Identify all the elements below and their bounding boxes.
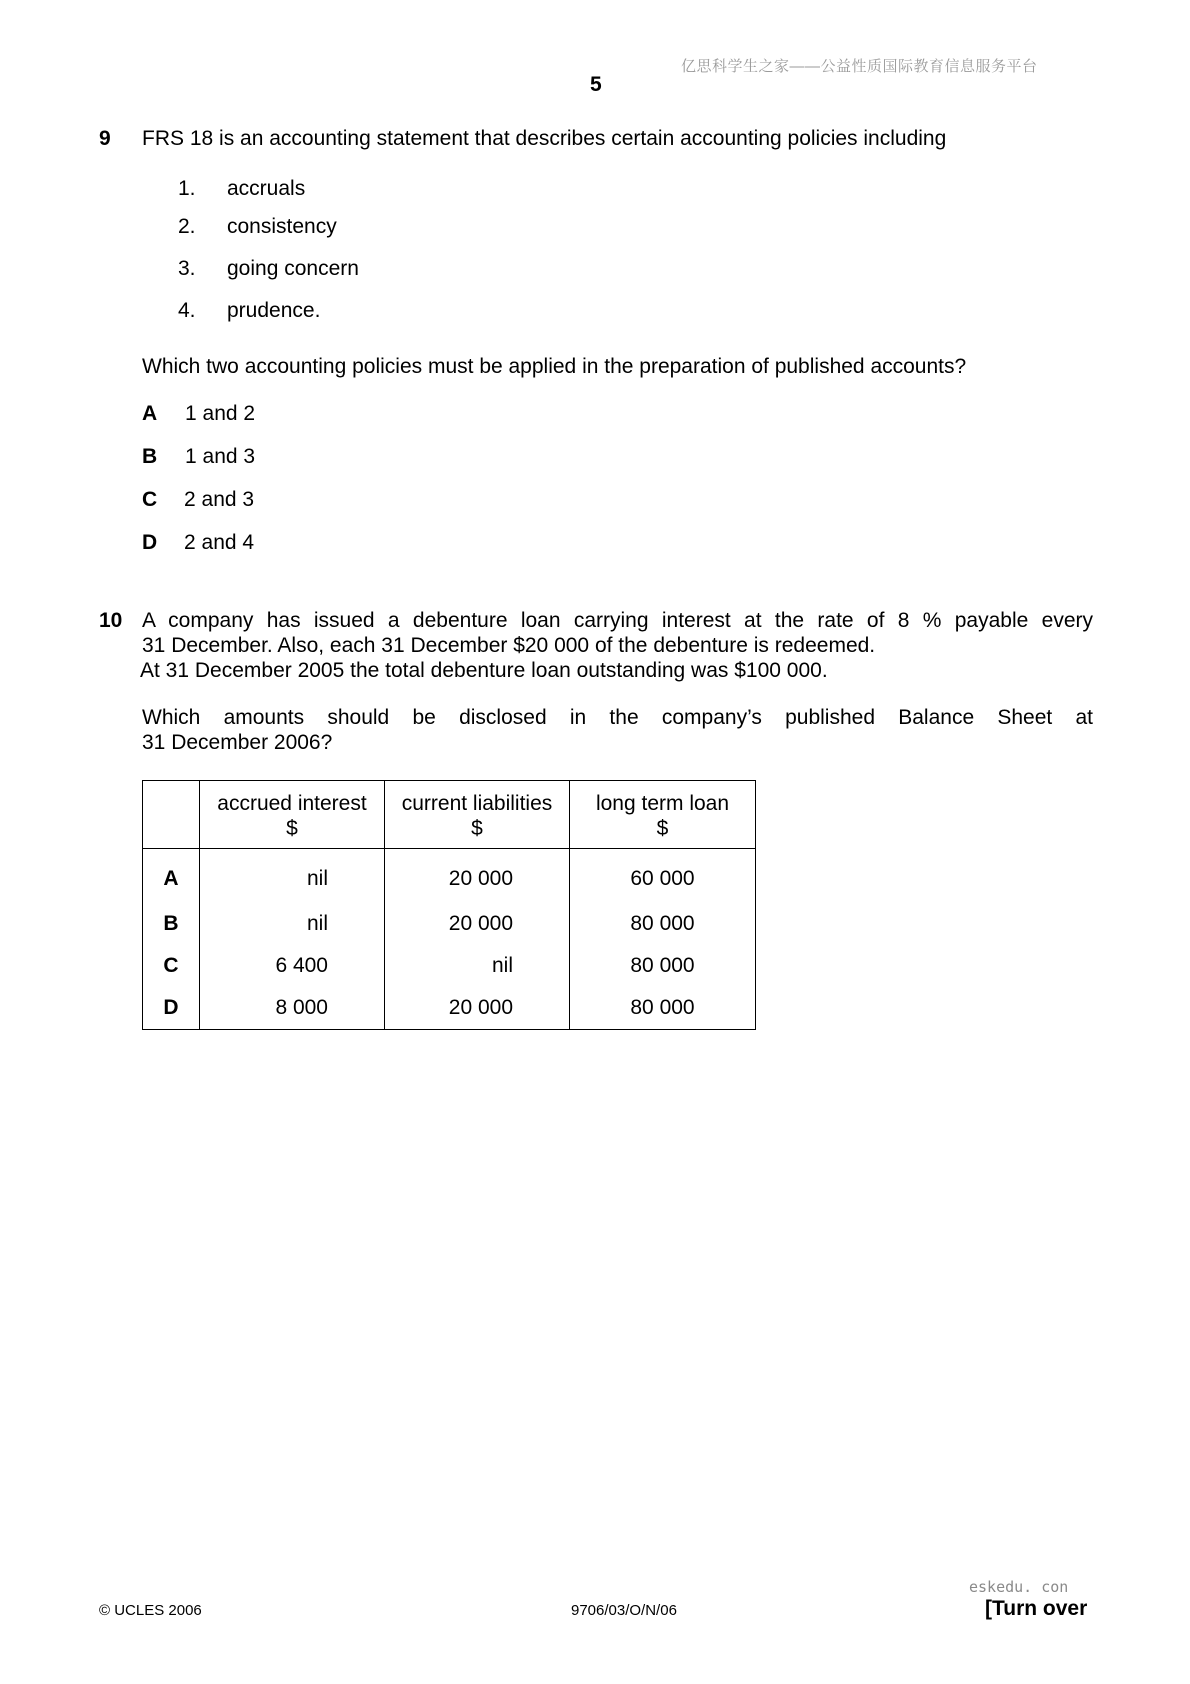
question-10-line: A company has issued a debenture loan carrying interest at the rate of 8 % payable every bbox=[142, 609, 1093, 632]
table-row bbox=[143, 987, 756, 1030]
row-letter: B bbox=[143, 903, 200, 945]
table-row bbox=[143, 849, 756, 904]
table-header-row bbox=[143, 781, 756, 849]
option-letter: D bbox=[142, 531, 158, 554]
policy-list-item: accruals bbox=[227, 177, 306, 200]
question-9-prompt: Which two accounting policies must be applied in the preparation of published accounts? bbox=[142, 355, 967, 378]
answer-table bbox=[142, 780, 756, 1030]
row-letter: C bbox=[143, 945, 200, 987]
cell-long-term-loan: 60 000 bbox=[570, 849, 756, 904]
policy-list-item: prudence. bbox=[227, 299, 321, 322]
policy-list-number: 1. bbox=[178, 177, 196, 200]
cell-accrued-interest: 6 400 bbox=[200, 945, 385, 987]
question-10-number: 10 bbox=[99, 609, 123, 632]
option-text: 2 and 3 bbox=[184, 488, 255, 511]
cell-accrued-interest: 8 000 bbox=[200, 987, 385, 1030]
cell-long-term-loan: 80 000 bbox=[570, 903, 756, 945]
header-unit: $ bbox=[286, 817, 298, 840]
turn-over-label: [Turn over bbox=[985, 1597, 1088, 1620]
policy-list-number: 3. bbox=[178, 257, 196, 280]
header-unit: $ bbox=[656, 817, 669, 840]
cell-current-liabilities: 20 000 bbox=[385, 903, 570, 945]
option-text: 1 and 3 bbox=[185, 445, 256, 468]
question-10-prompt: 31 December 2006? bbox=[142, 731, 333, 754]
option-text: 2 and 4 bbox=[184, 531, 255, 554]
cell-current-liabilities: 20 000 bbox=[385, 987, 570, 1030]
header-unit: $ bbox=[471, 817, 483, 840]
cell-accrued-interest: nil bbox=[200, 849, 385, 904]
policy-list-number: 2. bbox=[178, 215, 196, 238]
cell-long-term-loan: 80 000 bbox=[570, 945, 756, 987]
policy-list-item: going concern bbox=[227, 257, 359, 280]
header-watermark: 亿思科学生之家——公益性质国际教育信息服务平台 bbox=[681, 58, 1038, 75]
question-10-line: At 31 December 2005 the total debenture loan outstanding was $100 000. bbox=[140, 659, 828, 682]
question-9-number: 9 bbox=[99, 127, 111, 150]
cell-current-liabilities: 20 000 bbox=[385, 849, 570, 904]
option-letter: A bbox=[142, 402, 158, 425]
option-letter: C bbox=[142, 488, 158, 511]
cell-long-term-loan: 80 000 bbox=[570, 987, 756, 1030]
table-header-blank bbox=[143, 781, 200, 849]
footer-paper-code: 9706/03/O/N/06 bbox=[571, 1602, 677, 1619]
table-header-long-term-loan bbox=[570, 781, 756, 849]
footer-watermark: eskedu. con bbox=[969, 1578, 1069, 1596]
footer-copyright: © UCLES 2006 bbox=[99, 1602, 202, 1619]
header-label: current liabilities bbox=[401, 792, 553, 815]
row-letter: D bbox=[143, 987, 200, 1030]
table-row bbox=[143, 945, 756, 987]
question-10-line: 31 December. Also, each 31 December $20 000 of the debenture is redeemed. bbox=[142, 634, 876, 657]
cell-accrued-interest: nil bbox=[200, 903, 385, 945]
option-text: 1 and 2 bbox=[185, 402, 256, 425]
policy-list-item: consistency bbox=[227, 215, 337, 238]
question-9-stem: FRS 18 is an accounting statement that describes certain accounting policies including bbox=[142, 127, 947, 150]
option-letter: B bbox=[142, 445, 158, 468]
question-10-prompt: Which amounts should be disclosed in the company’s published Balance Sheet at bbox=[142, 706, 1093, 729]
table-header-current-liabilities bbox=[385, 781, 570, 849]
policy-list-number: 4. bbox=[178, 299, 196, 322]
header-label: long term loan bbox=[595, 792, 730, 815]
table-header-accrued-interest bbox=[200, 781, 385, 849]
table-row bbox=[143, 903, 756, 945]
row-letter: A bbox=[143, 849, 200, 904]
header-label: accrued interest bbox=[217, 792, 367, 815]
cell-current-liabilities: nil bbox=[385, 945, 570, 987]
page-number: 5 bbox=[590, 73, 602, 96]
